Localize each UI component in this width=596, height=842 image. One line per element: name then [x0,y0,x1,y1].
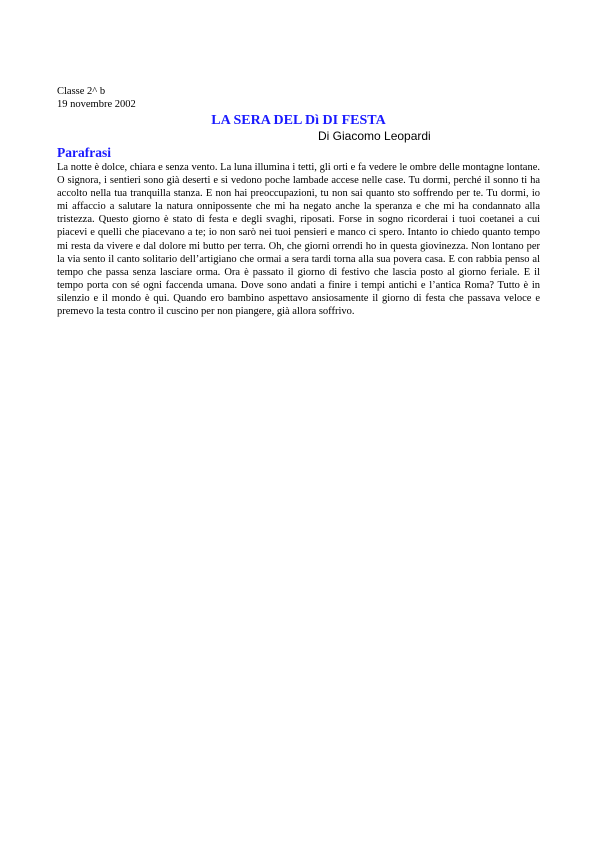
document-title: LA SERA DEL Dì DI FESTA [211,113,386,128]
class-label: Classe 2^ b [57,86,106,97]
document-page [57,85,540,318]
author-line: Di Giacomo Leopardi [318,129,431,143]
section-heading-parafrasi: Parafrasi [57,145,111,160]
document-date: 19 novembre 2002 [57,99,136,110]
paraphrase-paragraph: La notte è dolce, chiara e senza vento. La luna illumina i tetti, gli orti e fa vedere le ombre delle montagne lontane. O signora, i sentieri sono già deserti e si vedono poche lambade accese nelle case. Tu dormi, perché il sonno ti ha accolto nella tua tranquilla stanza. E non hai preoccupazioni, tu non sai quanto sto soffrendo per te. Tu dormi, io mi affaccio a salutare la natura onnipossente che mi ha negato anche la speranza e che mi ha condannato alla tristezza. Questo giorno è stato di festa e degli svaghi, riposati. Forse in sogno ricorderai i tuoi coetanei a cui piacevi e quelli che piacevano a te; io non sarò nei tuoi pensieri e manco ci spero. Intanto io chiedo quanto tempo mi resta da vivere e dal dolore mi butto per terra. Oh, che giorni orrendi ho in questa giovinezza. Non lontano per la via sento il canto solitario dell’artigiano che ormai a sera tardi torna alla sua povera casa. E con rabbia penso al tempo che passa senza lasciare orma. Ora è passato il giorno di festivo che lascia posto al giorno feriale. E il tempo porta con sé ogni faccenda umana. Dove sono andati a finire i tempi antichi e l’antica Roma? Tutto è in silenzio e il mondo è qui. Quando ero bambino aspettavo ansiosamente il giorno di festa che passava veloce e premevo la testa contro il cuscino per non piangere, già allora soffrivo. [57,162,540,318]
